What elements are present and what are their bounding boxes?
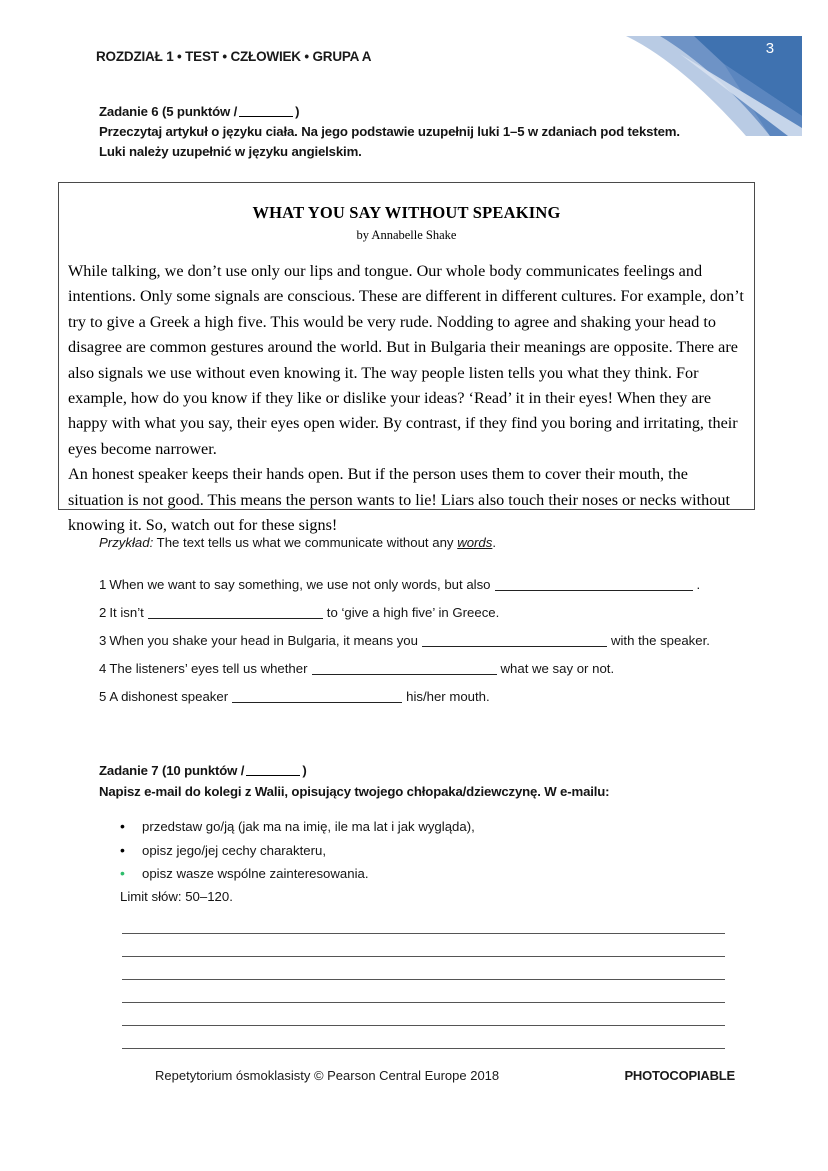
item-text-after: his/her mouth.	[406, 689, 490, 704]
answer-blank-1[interactable]	[495, 578, 693, 591]
page-number: 3	[765, 40, 775, 57]
writing-answer-lines[interactable]	[122, 911, 725, 1049]
item-text-before: It isn’t	[109, 605, 144, 620]
writing-line[interactable]	[122, 911, 725, 934]
task-7-bullet-item	[120, 839, 740, 863]
task-6-instruction-line-1: Przeczytaj artykuł o języku ciała. Na jego podstawie uzupełnij luki 1–5 w zdaniach pod tekstem.	[99, 124, 680, 139]
bullet-dot-icon: •	[120, 818, 125, 834]
exercise-item-2	[99, 599, 749, 627]
writing-line[interactable]	[122, 1003, 725, 1026]
bullet-label: opisz jego/jej cechy charakteru,	[142, 842, 326, 858]
answer-blank-3[interactable]	[422, 634, 607, 647]
answer-blank-4[interactable]	[312, 662, 497, 675]
writing-line[interactable]	[122, 1026, 725, 1049]
task-6-title-suffix: )	[295, 104, 300, 119]
exercise-item-1	[99, 571, 749, 599]
item-text-after: what we say or not.	[500, 661, 615, 676]
item-number: 5	[99, 689, 107, 704]
exercise-item-3	[99, 627, 749, 655]
bullet-label: przedstaw go/ją (jak ma na imię, ile ma lat i jak wygląda),	[142, 819, 475, 834]
task-6-instruction-line-2: Luki należy uzupełnić w języku angielskim.	[99, 144, 362, 159]
task-7-bullet-item	[120, 815, 740, 839]
footer-photocopiable-label: PHOTOCOPIABLE	[624, 1068, 735, 1083]
example-text-after: .	[492, 535, 497, 550]
reading-article-box	[58, 182, 755, 535]
item-text-before: When you shake your head in Bulgaria, it means you	[109, 633, 418, 648]
task-7-points-blank[interactable]	[246, 764, 300, 776]
item-text-after: with the speaker.	[610, 633, 710, 648]
article-byline: by Annabelle Shake	[356, 228, 457, 242]
article-title: WHAT YOU SAY WITHOUT SPEAKING	[252, 203, 561, 222]
item-text-before: When we want to say something, we use not only words, but also	[109, 577, 491, 592]
exercise-item-5	[99, 683, 749, 711]
task-7-title-suffix: )	[302, 763, 307, 778]
example-label: Przykład:	[99, 535, 154, 550]
running-head: ROZDZIAŁ 1 • TEST • CZŁOWIEK • GRUPA A	[96, 49, 372, 64]
page-footer	[155, 1068, 735, 1083]
exercise-item-4	[99, 655, 749, 683]
item-number: 4	[99, 661, 107, 676]
example-text-before: The text tells us what we communicate without any	[153, 535, 458, 550]
answer-blank-2[interactable]	[148, 606, 323, 619]
item-text-after: to ‘give a high five’ in Greece.	[326, 605, 500, 620]
writing-line[interactable]	[122, 980, 725, 1003]
word-limit-label: Limit słów: 50–120.	[120, 888, 233, 904]
task-6-title-line	[99, 102, 759, 122]
task-7-heading-block	[99, 760, 779, 802]
article-body	[68, 259, 744, 538]
bullet-label: opisz wasze wspólne zainteresowania.	[142, 866, 369, 881]
task-7-instruction: Napisz e-mail do kolegi z Walii, opisujący twojego chłopaka/dziewczynę. W e-mailu:	[99, 784, 610, 799]
item-number: 3	[99, 633, 107, 648]
item-text-before: The listeners’ eyes tell us whether	[109, 661, 308, 676]
item-number: 2	[99, 605, 107, 620]
example-answer: words	[457, 535, 493, 550]
task-6-heading-block	[99, 102, 759, 162]
task-7-title-prefix: Zadanie 7 (10 punktów /	[99, 763, 245, 778]
bullet-dot-icon: •	[120, 841, 125, 858]
gap-fill-exercise	[99, 529, 749, 711]
footer-copyright: Repetytorium ósmoklasisty © Pearson Central Europe 2018	[155, 1068, 500, 1083]
article-paragraph: While talking, we don’t use only our lips and tongue. Our whole body communicates feelings and intentions. Only some signals are conscious. These are different in different cultures. For example, don’t try to give a Greek a high five. This would be very rude. Nodding to agree and shaking your head to disagree are common gestures around the world. But in Bulgaria their meanings are opposite. There are also signals we use without even knowing it. The way people listen tells you what they think. For example, how do you know if they like or dislike your ideas? ‘Read’ it in their eyes! When they are happy with what you say, their eyes open wider. By contrast, if they find you boring and irritating, their eyes become narrower.	[68, 262, 744, 458]
task-6-title-prefix: Zadanie 6 (5 punktów /	[99, 104, 238, 119]
task-7-title-line	[99, 760, 779, 781]
task-7-bullet-item	[120, 862, 740, 886]
item-text-before: A dishonest speaker	[109, 689, 229, 704]
exercise-example	[99, 529, 749, 557]
article-paragraph: An honest speaker keeps their hands open. But if the person uses them to cover their mouth, the situation is not good. This means the person wants to lie! Liars also touch their noses or necks without knowing it. So, watch out for these signs!	[68, 465, 730, 535]
item-number: 1	[99, 577, 107, 592]
item-text-after: .	[696, 577, 701, 592]
answer-blank-5[interactable]	[232, 690, 402, 703]
task-7-bullet-list	[120, 815, 740, 908]
task-6-points-blank[interactable]	[239, 105, 293, 117]
writing-line[interactable]	[122, 934, 725, 957]
writing-line[interactable]	[122, 957, 725, 980]
bullet-dot-icon-green: •	[120, 865, 125, 881]
